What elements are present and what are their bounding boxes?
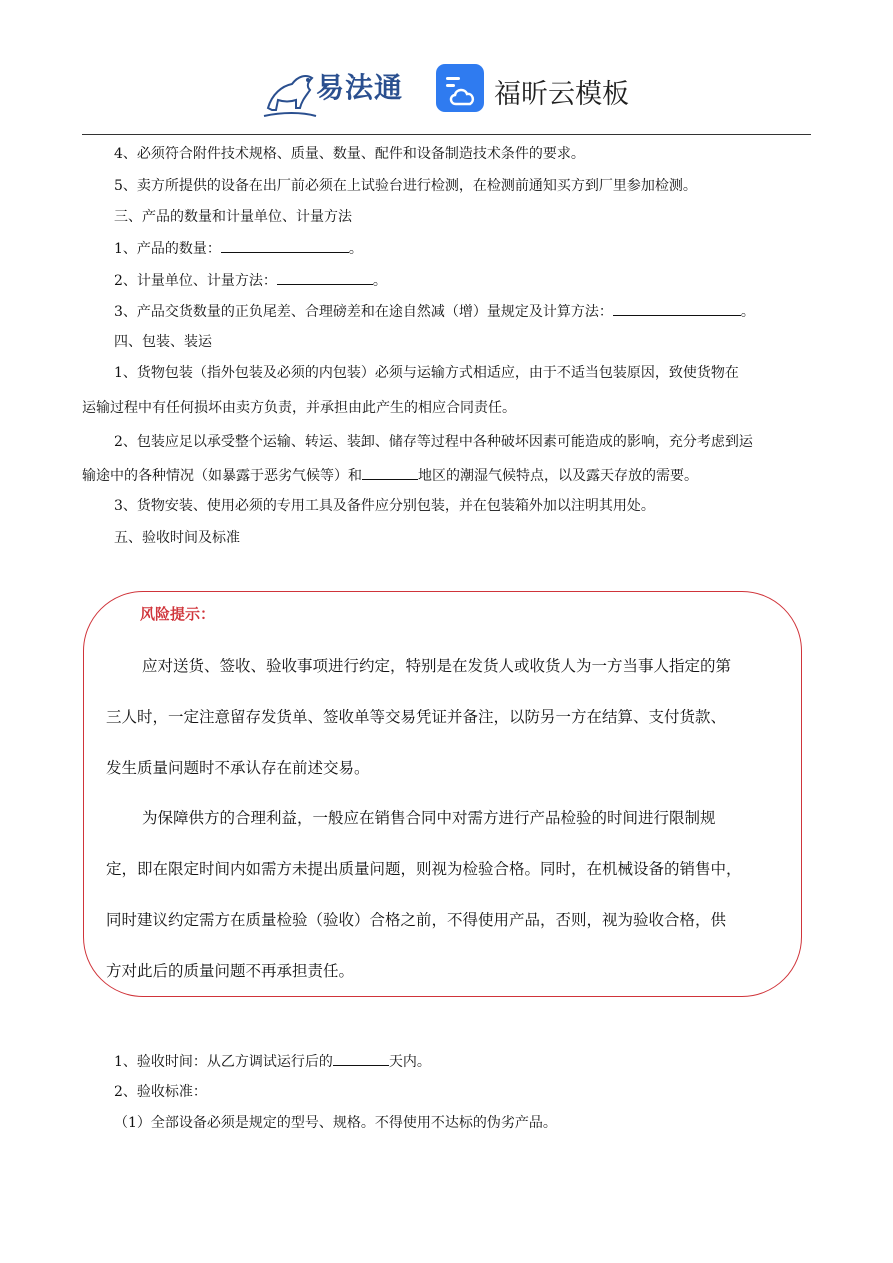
- fill-blank[interactable]: [333, 1051, 389, 1066]
- risk-tip-title: 风险提示：: [140, 605, 216, 623]
- page-header: [0, 56, 893, 126]
- clause-text: 地区的潮湿气候特点，以及露天存放的需要。: [418, 468, 698, 484]
- clause-line: 4、必须符合附件技术规格、质量、数量、配件和设备制造技术条件的要求。: [114, 146, 585, 162]
- risk-tip-box: [83, 591, 802, 997]
- clause-text: 3、产品交货数量的正负尾差、合理磅差和在途自然减（增）量规定及计算方法：: [114, 304, 613, 320]
- logo1-text: 易法通: [316, 71, 404, 104]
- clause-line: [114, 301, 755, 322]
- clause-text: 2、计量单位、计量方法：: [114, 273, 277, 289]
- clause-line: 5、卖方所提供的设备在出厂前必须在上试验台进行检测，在检测前通知买方到厂里参加检测。: [114, 178, 697, 194]
- risk-tip-line: 应对送货、签收、验收事项进行约定，特别是在发货人或收货人为一方当事人指定的第: [142, 657, 732, 675]
- clause-text: 。: [372, 273, 387, 289]
- clause-line: [114, 238, 363, 259]
- clause-text: 1、产品的数量：: [114, 241, 221, 257]
- fill-blank[interactable]: [221, 238, 349, 253]
- section-heading: 四、包装、装运: [114, 334, 212, 350]
- clause-line: 1、货物包装（指外包装及必须的内包装）必须与运输方式相适应，由于不适当包装原因，致使货物在: [114, 365, 739, 381]
- clause-text: 天内。: [388, 1054, 431, 1070]
- clause-line: 2、包装应足以承受整个运输、转运、装卸、储存等过程中各种破坏因素可能造成的影响，充分考虑到运: [114, 434, 753, 450]
- clause-text: 1、验收时间：从乙方调试运行后的: [114, 1054, 333, 1070]
- risk-tip-line: 发生质量问题时不承认存在前述交易。: [106, 759, 370, 777]
- clause-line: [114, 270, 387, 291]
- risk-tip-line: 为保障供方的合理利益，一般应在销售合同中对需方进行产品检验的时间进行限制规: [142, 809, 716, 827]
- section-heading: 五、验收时间及标准: [114, 530, 240, 546]
- cloud-doc-icon: [436, 64, 484, 112]
- clause-line: 运输过程中有任何损坏由卖方负责，并承担由此产生的相应合同责任。: [82, 400, 516, 416]
- risk-tip-line: 三人时，一定注意留存发货单、签收单等交易凭证并备注，以防另一方在结算、支付货款、: [106, 708, 727, 726]
- clause-line: [82, 465, 698, 486]
- clause-text: 。: [740, 304, 755, 320]
- fill-blank[interactable]: [277, 270, 373, 285]
- clause-text: 。: [348, 241, 363, 257]
- logo2-text: 福昕云模板: [494, 79, 629, 110]
- fill-blank[interactable]: [613, 301, 741, 316]
- clause-line: 3、货物安装、使用必须的专用工具及备件应分别包装，并在包装箱外加以注明其用处。: [114, 498, 655, 514]
- fill-blank[interactable]: [362, 465, 418, 480]
- risk-tip-line: 方对此后的质量问题不再承担责任。: [106, 962, 355, 980]
- clause-text: 输途中的各种情况（如暴露于恶劣气候等）和: [82, 468, 362, 484]
- risk-tip-line: 同时建议约定需方在质量检验（验收）合格之前，不得使用产品，否则，视为验收合格，供: [106, 911, 727, 929]
- section-heading: 三、产品的数量和计量单位、计量方法: [114, 209, 352, 225]
- clause-line: [114, 1051, 431, 1072]
- clause-line: 2、验收标准：: [114, 1084, 207, 1100]
- clause-line: （1）全部设备必须是规定的型号、规格。不得使用不达标的伪劣产品。: [114, 1115, 557, 1131]
- risk-tip-line: 定，即在限定时间内如需方未提出质量问题，则视为检验合格。同时，在机械设备的销售中，: [106, 860, 742, 878]
- header-divider: [82, 134, 811, 135]
